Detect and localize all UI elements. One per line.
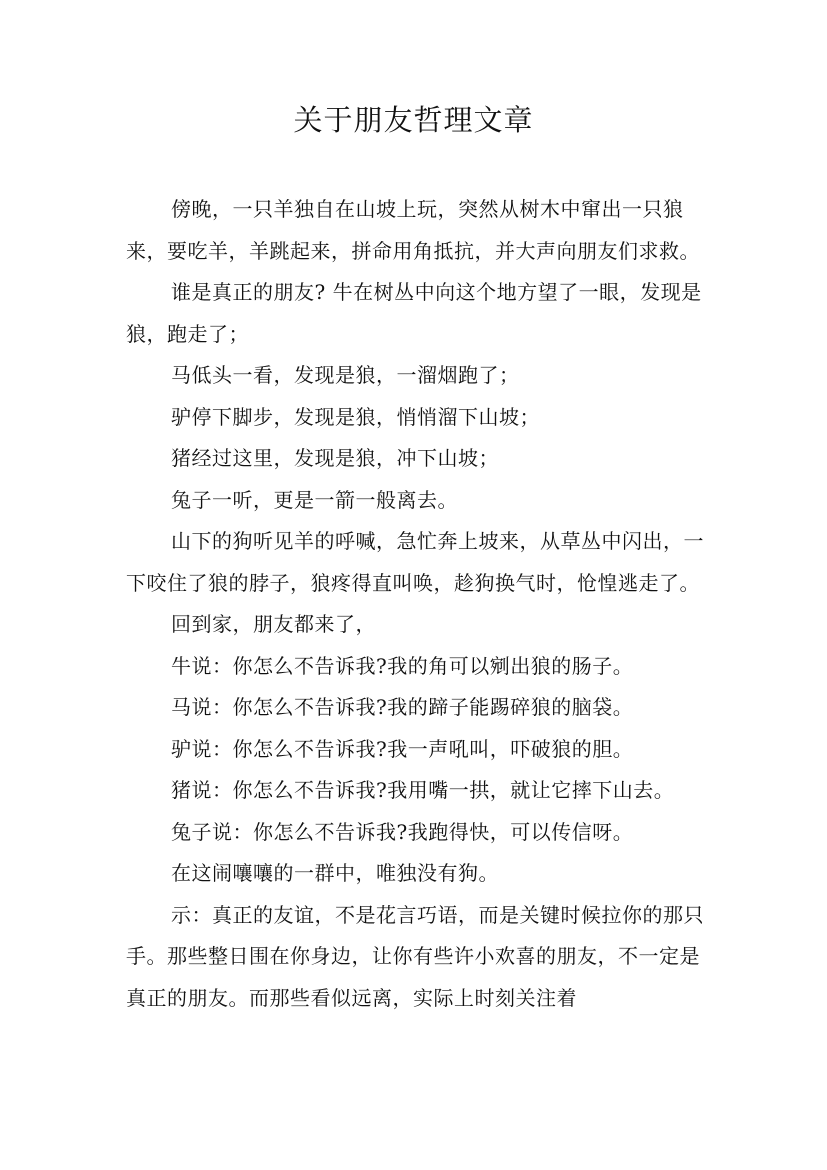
paragraph-2: 谁是真正的朋友? 牛在树丛中向这个地方望了一眼，发现是狼，跑走了； [126,280,702,346]
paragraph-10: 马说：你怎么不告诉我?我的蹄子能踢碎狼的脑袋。 [171,695,634,719]
paragraph-6: 兔子一听，更是一箭一般离去。 [171,487,458,512]
paragraph-3: 马低头一看，发现是狼，一溜烟跑了； [171,363,520,387]
paragraph-9: 牛说：你怎么不告诉我?我的角可以剜出狼的肠子。 [171,653,634,678]
paragraph-7: 山下的狗听见羊的呼喊，急忙奔上坡来，从草丛中闪出，一下咬住了狼的脖子，狼疼得直叫唤，趁狗换气时，怆惶逃走了。 [126,529,704,595]
document-body [126,189,716,1019]
paragraph-8: 回到家，朋友都来了， [171,612,376,636]
paragraph-14: 在这闹嚷嚷的一群中，唯独没有狗。 [171,861,499,885]
document-title: 关于朋友哲理文章 [293,103,534,137]
paragraph-12: 猪说：你怎么不告诉我?我用嘴一拱，就让它摔下山去。 [171,778,675,802]
paragraph-1: 傍晚，一只羊独自在山坡上玩，突然从树木中窜出一只狼来，要吃羊，羊跳起来，拼命用角抵抗，并大声向朋友们求救。 [126,197,700,263]
paragraph-15: 示：真正的友谊，不是花言巧语，而是关键时候拉你的那只手。那些整日围在你身边，让你有些许小欢喜的朋友，不一定是真正的朋友。而那些看似远离，实际上时刻关注着 [126,902,704,1010]
paragraph-13: 兔子说：你怎么不告诉我?我跑得快，可以传信呀。 [171,819,634,844]
paragraph-11: 驴说：你怎么不告诉我?我一声吼叫，吓破狼的胆。 [171,736,634,761]
paragraph-4: 驴停下脚步，发现是狼，悄悄溜下山坡； [171,404,540,429]
paragraph-5: 猪经过这里，发现是狼，冲下山坡； [171,446,499,470]
